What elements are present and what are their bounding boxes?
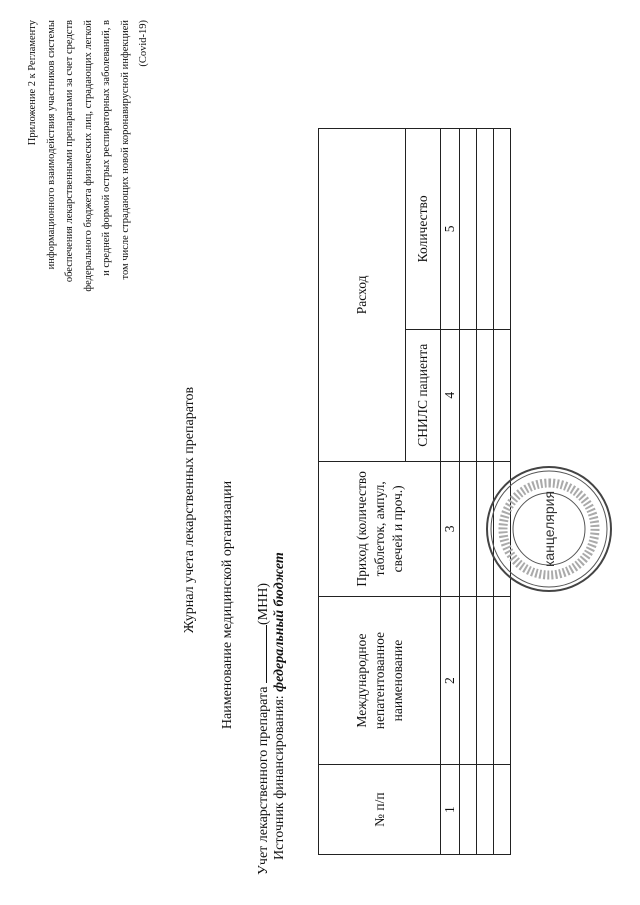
table-cell[interactable]	[477, 765, 494, 855]
table-cell[interactable]	[494, 129, 511, 330]
drug-name-blank[interactable]	[254, 625, 267, 683]
table-cell[interactable]	[460, 765, 477, 855]
header-income: Приход (количество таблеток, ампул, свечей и проч.)	[319, 461, 441, 596]
table-cell[interactable]	[477, 129, 494, 330]
funding-label: Источник финансирования:	[272, 695, 287, 860]
table-cell[interactable]	[477, 329, 494, 461]
drug-line-prefix: Учет лекарственного препарата	[256, 686, 271, 875]
column-number: 1	[441, 765, 460, 855]
column-number: 2	[441, 596, 460, 764]
appendix-note	[24, 20, 154, 380]
header-expense: Расход	[319, 129, 406, 462]
table-header-row	[319, 129, 406, 855]
drug-line	[254, 583, 272, 875]
table-cell[interactable]	[494, 596, 511, 764]
appendix-line: федерального бюджета физических лиц, страдающих легкой	[82, 20, 94, 292]
office-stamp	[483, 463, 615, 595]
table-cell[interactable]	[494, 765, 511, 855]
table-cell[interactable]	[460, 461, 477, 596]
table-cell[interactable]	[460, 596, 477, 764]
drug-line-suffix: (МНН)	[256, 582, 271, 625]
header-inn-name: Международное непатентованное наименование	[319, 596, 441, 764]
column-number-row	[441, 129, 460, 855]
column-number: 5	[441, 129, 460, 330]
table-cell[interactable]	[477, 596, 494, 764]
table-cell[interactable]	[460, 329, 477, 461]
page-title: Журнал учета лекарственных препаратов	[182, 386, 197, 634]
table-row	[460, 129, 477, 855]
column-number: 3	[441, 461, 460, 596]
org-name-label: Наименование медицинской организации	[220, 480, 235, 730]
funding-line	[272, 552, 288, 860]
table-cell[interactable]	[494, 329, 511, 461]
appendix-line: (Covid-19)	[138, 20, 149, 67]
appendix-line: Приложение 2 к Регламенту	[27, 20, 38, 146]
header-quantity: Количество	[406, 129, 441, 330]
header-number: № п/п	[319, 765, 441, 855]
funding-value: федеральный бюджет	[272, 552, 287, 692]
table-cell[interactable]	[460, 129, 477, 330]
appendix-line: обеспечения лекарственными препаратами за счет средств	[64, 20, 75, 283]
column-number: 4	[441, 329, 460, 461]
header-snils: СНИЛС пациента	[406, 329, 441, 461]
appendix-line: и средней формой острых респираторных заболеваний, в	[101, 20, 112, 276]
appendix-line: информационного взаимодействия участников системы	[45, 20, 57, 270]
appendix-line: том числе страдающих новой коронавирусной инфекцией	[119, 20, 131, 280]
stamp-text: канцелярия	[541, 490, 557, 568]
